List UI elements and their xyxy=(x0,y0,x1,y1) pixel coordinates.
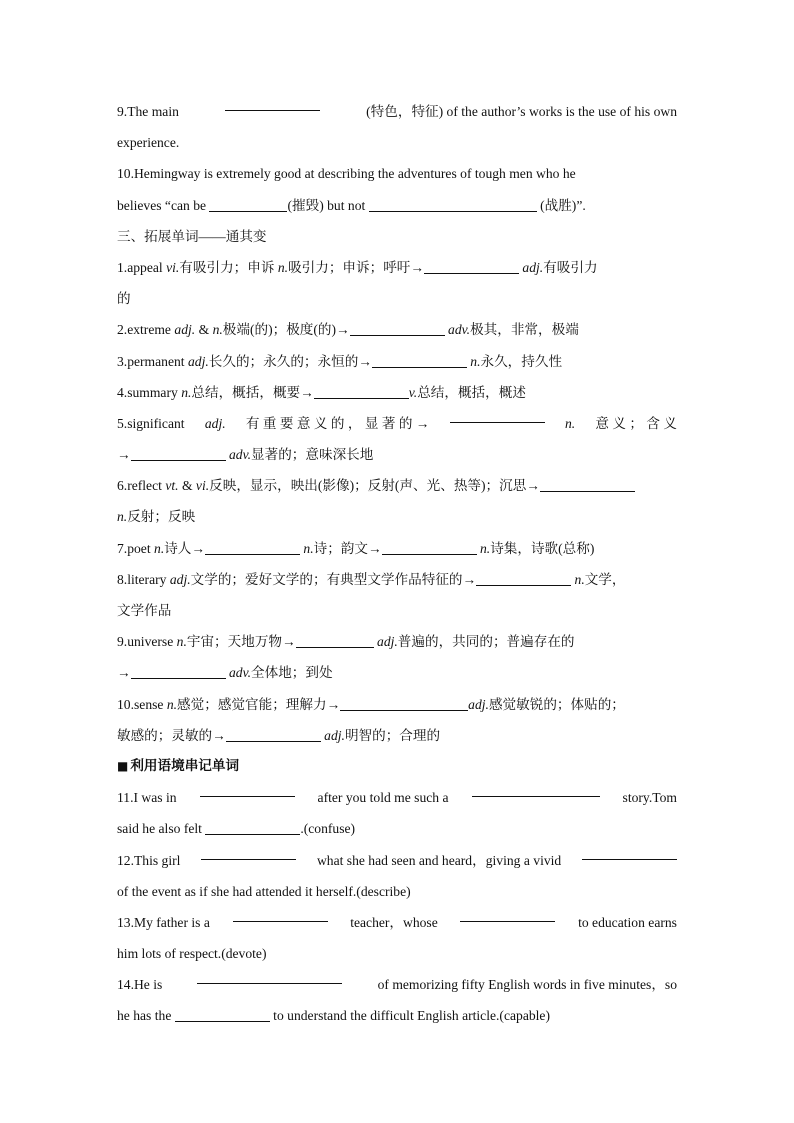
vocab-5-line-1 xyxy=(117,408,677,439)
vocab-1-line-1 xyxy=(117,252,677,283)
section-3-heading xyxy=(117,221,677,252)
sentence-11-line-1 xyxy=(117,782,677,813)
pos-label: adj. xyxy=(468,696,489,712)
sentence-text: him lots of respect.(devote) xyxy=(117,946,267,962)
blank[interactable] xyxy=(476,571,571,586)
section-3-title: 三、拓展单词——通其变 xyxy=(117,228,267,244)
sentence-text: 11.I was in xyxy=(117,790,177,806)
vocab-word: 10.sense xyxy=(117,696,164,712)
meaning: 文学， xyxy=(584,571,626,587)
blank[interactable] xyxy=(233,907,328,922)
pos-label: adv. xyxy=(229,665,252,681)
sentence-12-line-1 xyxy=(117,845,677,876)
vocab-8-line-1 xyxy=(117,564,677,595)
meaning: 极端(的)；极度(的)→ xyxy=(222,322,350,338)
vocab-word: 7.poet xyxy=(117,540,151,556)
meaning: 诗；韵文→ xyxy=(313,540,382,556)
blank[interactable] xyxy=(314,384,409,399)
sentence-14-line-2 xyxy=(117,1000,677,1031)
vocab-word: 8.literary xyxy=(117,571,167,587)
vocab-6-line-1 xyxy=(117,470,677,501)
pos-label: n. xyxy=(303,540,314,556)
meaning: 感觉；感觉官能；理解力→ xyxy=(177,696,341,712)
meaning: 反射；反映 xyxy=(127,509,196,525)
vocab-5-line-2 xyxy=(117,439,677,470)
meaning: 有吸引力 xyxy=(543,259,598,275)
sentence-text: what she had seen and heard，giving a vivid xyxy=(316,852,562,868)
vocab-word: 4.summary xyxy=(117,384,178,400)
sentence-text: he has the xyxy=(117,1008,172,1024)
pos-label: n. xyxy=(470,353,481,369)
sentence-text: to education earns xyxy=(578,914,677,930)
sentence-11-line-2 xyxy=(117,813,677,844)
meaning: 诗人→ xyxy=(164,540,205,556)
item-9-start: 9.The main xyxy=(117,104,179,119)
meaning: 意 义 ； 含 义 xyxy=(595,415,677,431)
blank[interactable] xyxy=(197,969,342,984)
meaning: 明智的；合理的 xyxy=(344,727,441,743)
meaning: 吸引力；申诉；呼吁→ xyxy=(288,259,424,275)
blank[interactable] xyxy=(382,540,477,555)
blank[interactable] xyxy=(205,820,300,835)
item-10-part-c: (摧毁) but not xyxy=(287,197,366,213)
sentence-text: 12.This girl xyxy=(117,852,181,868)
pos-label: adj. xyxy=(204,415,226,431)
pos-label: v. xyxy=(408,384,418,400)
pos-label: adj. xyxy=(377,634,398,650)
meaning: 诗集，诗歌(总称) xyxy=(490,540,595,556)
pos-label: n. xyxy=(117,509,128,525)
vocab-1-line-2 xyxy=(117,283,677,314)
vocab-word: 1.appeal xyxy=(117,259,163,275)
square-bullet-icon: ■ xyxy=(117,758,129,773)
vocab-word: 6.reflect xyxy=(117,478,162,494)
pos-label: n. xyxy=(181,384,192,400)
vocab-2 xyxy=(117,314,677,345)
pos-label: adj. xyxy=(169,571,191,587)
sentence-12-line-2 xyxy=(117,876,677,907)
vocab-word: 5.significant xyxy=(117,415,185,431)
meaning: 总结，概括，概要→ xyxy=(191,384,314,400)
blank[interactable] xyxy=(175,1007,270,1022)
blank[interactable] xyxy=(424,259,519,274)
sentence-text: of memorizing fifty English words in five minutes，so xyxy=(377,977,677,993)
sentence-text: after you told me such a xyxy=(317,790,449,806)
vocab-word: 3.permanent xyxy=(117,353,185,369)
vocab-10-line-2 xyxy=(117,720,677,751)
pos-label: adj. xyxy=(522,259,544,275)
blank[interactable] xyxy=(226,727,321,742)
item-10-part-d: (战胜)”. xyxy=(540,197,586,213)
meaning: 普遍的，共同的；普遍存在的 xyxy=(397,634,575,650)
item-9-rest: (特色，特征) of the author’s works is the use of his own xyxy=(366,104,677,119)
pos-label: vt. xyxy=(165,478,179,494)
ampersand: & xyxy=(198,322,210,338)
sentence-13-line-1 xyxy=(117,907,677,938)
vocab-7 xyxy=(117,533,677,564)
item-10-start: 10.Hemingway is extremely good at describing the adventures of tough men who he xyxy=(117,166,576,182)
pos-label: n. xyxy=(166,696,178,712)
meaning: 的 xyxy=(117,291,131,307)
sentence-text: story.Tom xyxy=(622,790,677,806)
vocab-word: 2.extreme xyxy=(117,322,171,338)
item-10-part-b: believes “can be xyxy=(117,197,207,213)
vocab-10-line-1 xyxy=(117,689,677,720)
arrow: → xyxy=(117,665,131,681)
meaning: 敏感的；灵敏的→ xyxy=(117,727,226,743)
blank[interactable] xyxy=(460,907,555,922)
blank[interactable] xyxy=(209,197,287,212)
pos-label: adv. xyxy=(229,447,252,463)
pos-label: n. xyxy=(154,540,165,556)
blank[interactable] xyxy=(582,845,677,860)
sentence-14-line-1 xyxy=(117,969,677,1000)
arrow: → xyxy=(117,447,131,463)
meaning: 显著的；意味深长地 xyxy=(251,447,374,463)
vocab-6-line-2 xyxy=(117,501,677,532)
blank[interactable] xyxy=(205,540,300,555)
item-10-line-1 xyxy=(117,158,677,189)
item-9-end: experience. xyxy=(117,135,180,151)
item-10-line-2 xyxy=(117,190,677,221)
context-heading xyxy=(117,751,677,782)
blank[interactable] xyxy=(201,845,296,860)
ampersand: & xyxy=(181,478,193,494)
blank[interactable] xyxy=(200,782,295,797)
item-9-line-2 xyxy=(117,127,677,158)
sentence-text: of the event as if she had attended it herself.(describe) xyxy=(117,883,411,899)
sentence-text: 13.My father is a xyxy=(117,914,210,930)
vocab-word: 9.universe xyxy=(117,634,174,650)
pos-label: vi. xyxy=(166,259,180,275)
blank[interactable] xyxy=(350,321,445,336)
pos-label: adv. xyxy=(448,322,471,338)
blank[interactable] xyxy=(131,446,226,461)
blank[interactable] xyxy=(340,696,468,711)
blank[interactable] xyxy=(540,477,635,492)
sentence-text: said he also felt xyxy=(117,821,202,837)
sentence-13-line-2 xyxy=(117,938,677,969)
meaning: 总结，概括，概述 xyxy=(417,384,526,400)
pos-label: n. xyxy=(212,322,223,338)
blank[interactable] xyxy=(472,782,600,797)
meaning: 文学作品 xyxy=(117,603,172,618)
pos-label: adj. xyxy=(174,322,196,338)
pos-label: n. xyxy=(479,540,491,556)
pos-label: adj. xyxy=(324,727,345,743)
worksheet-page xyxy=(117,96,677,1032)
vocab-3 xyxy=(117,346,677,377)
pos-label: n. xyxy=(277,259,289,275)
vocab-9-line-1 xyxy=(117,626,677,657)
pos-label: n. xyxy=(564,415,576,431)
meaning: 文学的；爱好文学的；有典型文学作品特征的→ xyxy=(190,571,477,587)
meaning: 全体地；到处 xyxy=(251,665,333,681)
pos-label: vi. xyxy=(195,478,210,494)
blank[interactable] xyxy=(131,664,226,679)
meaning: 感觉敏锐的；体贴的； xyxy=(488,696,625,712)
meaning: 永久，持久性 xyxy=(480,353,563,369)
sentence-text: 14.He is xyxy=(117,977,163,993)
vocab-9-line-2 xyxy=(117,657,677,688)
meaning: 有吸引力；申诉 xyxy=(179,259,275,275)
sentence-hint: .(confuse) xyxy=(300,821,356,837)
blank[interactable] xyxy=(225,96,320,111)
pos-label: adj. xyxy=(187,353,209,369)
meaning: 极其，非常，极端 xyxy=(470,322,579,338)
meaning: 长久的；永久的；永恒的→ xyxy=(208,353,372,369)
context-title: 利用语境串记单词 xyxy=(130,757,240,774)
sentence-text: to understand the difficult English article.(capable) xyxy=(273,1008,550,1024)
blank[interactable] xyxy=(296,633,374,648)
blank[interactable] xyxy=(369,197,537,212)
pos-label: n. xyxy=(574,571,585,587)
meaning: 有 重 要 意 义 的 ， 显 著 的 → xyxy=(245,415,430,431)
blank[interactable] xyxy=(450,408,545,423)
vocab-4 xyxy=(117,377,677,408)
vocab-8-line-2 xyxy=(117,595,677,626)
meaning: 宇宙；天地万物→ xyxy=(186,634,296,650)
pos-label: n. xyxy=(176,634,187,650)
blank[interactable] xyxy=(372,353,467,368)
sentence-text: teacher，whose xyxy=(350,914,438,930)
meaning: 反映，显示，映出(影像)；反射(声、光、热等)；沉思→ xyxy=(209,478,540,494)
item-9-line-1 xyxy=(117,96,677,127)
